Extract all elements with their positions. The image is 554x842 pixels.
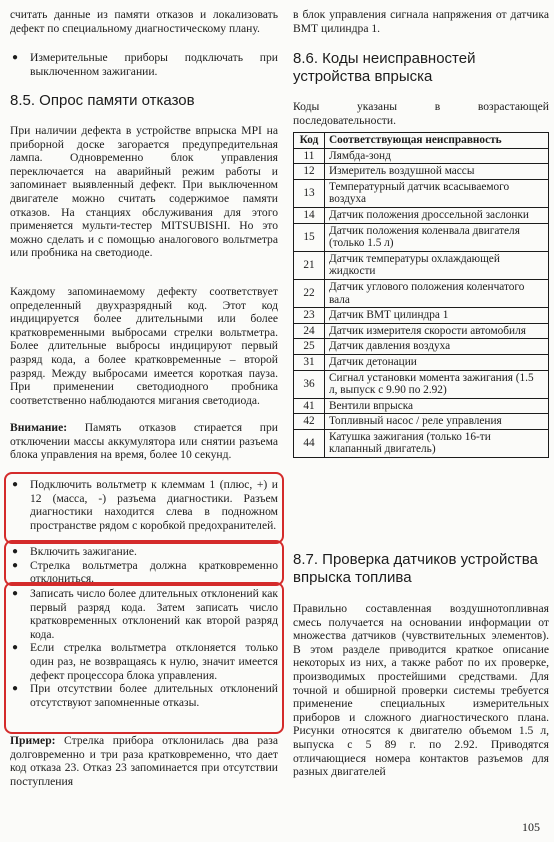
codes-table — [293, 132, 549, 458]
table-row — [294, 179, 549, 207]
codes-table-wrapper — [293, 132, 549, 458]
fault-cell: Измеритель воздушной массы — [325, 164, 549, 180]
fault-cell: Сигнал установки момента зажигания (1.5 л, выпуск с 9.90 по 2.92) — [325, 370, 549, 398]
table-row — [294, 164, 549, 180]
code-cell: 12 — [294, 164, 325, 180]
code-cell: 21 — [294, 251, 325, 279]
attention-label: Внимание: — [10, 421, 68, 434]
highlight-box-3 — [4, 582, 284, 734]
table-row — [294, 223, 549, 251]
code-cell: 13 — [294, 179, 325, 207]
table-header-row — [294, 133, 549, 149]
table-row — [294, 354, 549, 370]
table-row — [294, 279, 549, 307]
table-row — [294, 398, 549, 414]
code-cell: 22 — [294, 279, 325, 307]
attention-paragraph — [10, 421, 278, 462]
code-cell: 36 — [294, 370, 325, 398]
header-fault: Соответствующая неисправность — [325, 133, 549, 149]
table-row — [294, 148, 549, 164]
fault-cell: Датчик детонации — [325, 354, 549, 370]
table-row — [294, 207, 549, 223]
code-cell: 23 — [294, 308, 325, 324]
fault-cell: Лямбда-зонд — [325, 148, 549, 164]
step-2: ● Включить зажигание. — [10, 545, 278, 559]
example-paragraph — [10, 734, 278, 788]
table-row — [294, 323, 549, 339]
intro-bullet: ● Измерительные приборы подключать при выключенном зажигании. — [10, 51, 278, 78]
fault-cell: Датчик ВМТ цилиндра 1 — [325, 308, 549, 324]
fault-cell: Катушка зажигания (только 16-ти клапанный двигатель) — [325, 429, 549, 457]
codes-table-body — [294, 148, 549, 457]
intro-bullet-list — [10, 51, 278, 78]
fault-cell: Датчик углового положения коленчатого вала — [325, 279, 549, 307]
fault-cell: Датчик измерителя скорости автомобиля — [325, 323, 549, 339]
code-cell: 14 — [294, 207, 325, 223]
step-1: ● Подключить вольтметр к клеммам 1 (плюс, +) и 12 (масса, -) разъема диагностики. Разъем диагностики находится слева в подножном пространстве рядом с коробкой предохранителей. — [10, 478, 278, 532]
paragraph-2: Каждому запоминаемому дефекту соответствует определенный двухразрядный код. Этот код индицируется более длительными или более кратковременными выбросами стрелки вольтметра. Более длительные выбросы индицируют первый разряд кода, а более кратковременные – второй разряд. Между выбросами имеется короткая пауза. При применении светодиодного пробника соответственно наблюдаются мигания светодиода. — [10, 285, 278, 407]
step-5: ● Если стрелка вольтметра отклоняется только один раз, не возвращаясь к нулю, значит имеется дефект процессора блока управления. — [10, 641, 278, 682]
step-6: ● При отсутствии более длительных отклонений отсутствуют запомненные отказы. — [10, 682, 278, 709]
code-cell: 41 — [294, 398, 325, 414]
fault-cell: Датчик температуры охлаждающей жидкости — [325, 251, 549, 279]
fault-cell: Датчик положения дроссельной заслонки — [325, 207, 549, 223]
table-row — [294, 370, 549, 398]
code-cell: 44 — [294, 429, 325, 457]
page-number: 105 — [522, 820, 540, 834]
code-cell: 24 — [294, 323, 325, 339]
section-title-8-5: 8.5. Опрос памяти отказов — [10, 92, 195, 109]
example-text: Стрелка прибора отклонилась два раза долговременно и три раза кратковременно, что дает код отказа 23. Отказ 23 запоминается при отсутствии поступления — [10, 734, 278, 788]
table-row — [294, 308, 549, 324]
step-4: ● Записать число более длительных отклонений как первый разряд кода. Затем записать число кратковременных отклонений как второй разряд кода. — [10, 587, 278, 641]
intro-text: считать данные из памяти отказов и локализовать дефект по специальному диагностическому плану. — [10, 8, 278, 35]
fault-cell: Топливный насос / реле управления — [325, 414, 549, 430]
fault-cell: Температурный датчик всасываемого воздуха — [325, 179, 549, 207]
highlight-box-1 — [4, 472, 284, 544]
fault-cell: Датчик давления воздуха — [325, 339, 549, 355]
table-row — [294, 414, 549, 430]
codes-intro: Коды указаны в возрастающей последовательности. — [293, 100, 549, 127]
paragraph-1: При наличии дефекта в устройстве впрыска MPI на приборной доске загорается предупредительная лампа. Одновременно блок управления переключается на аварийный режим работы и запоминает выявленный дефект. При выключенном двигателе можно считать содержимое памяти отказов. На станциях обслуживания для этого применяется мульти-тестер MITSUBISHI. Но это можно сделать и с помощью аналогового вольтметра или пробника на светодиоде. — [10, 124, 278, 260]
code-cell: 11 — [294, 148, 325, 164]
code-cell: 42 — [294, 414, 325, 430]
table-row — [294, 251, 549, 279]
code-cell: 31 — [294, 354, 325, 370]
paragraph-8-7: Правильно составленная воздушнотопливная смесь получается на основании информации от множества датчиков (чувствительных элементов). В этом разделе приводится краткое описание некоторых из них, а также работ по их проверке, производимых простейшими средствами. Для точной и обширной проверки системы требуется применение специальных измерительных приборов и сложного диагностического плана. Рисунки относятся к двигателю объемом 1.5 л, выпуска с 5 89 г. по 2.92. Приводятся отличающиеся номера контактов разъемов для разных двигателей — [293, 602, 549, 779]
fault-cell: Вентили впрыска — [325, 398, 549, 414]
section-title-8-7: 8.7. Проверка датчиков устройства впрыска топлива — [293, 551, 538, 586]
table-row — [294, 429, 549, 457]
attention-text: Память отказов стирается при отключении массы аккумулятора или снятии разъема блока управления на время, более 10 секунд. — [10, 421, 278, 462]
code-cell: 25 — [294, 339, 325, 355]
step-3: ● Стрелка вольтметра должна кратковременно отклониться. — [10, 559, 278, 586]
example-label: Пример: — [10, 734, 56, 747]
fault-cell: Датчик положения коленвала двигателя (только 1.5 л) — [325, 223, 549, 251]
header-code: Код — [294, 133, 325, 149]
highlight-box-2 — [4, 540, 284, 586]
code-cell: 15 — [294, 223, 325, 251]
continued-text: в блок управления сигнала напряжения от датчика ВМТ цилиндра 1. — [293, 8, 549, 35]
table-row — [294, 339, 549, 355]
section-title-8-6: 8.6. Коды неисправностей устройства впрыска — [293, 50, 476, 85]
